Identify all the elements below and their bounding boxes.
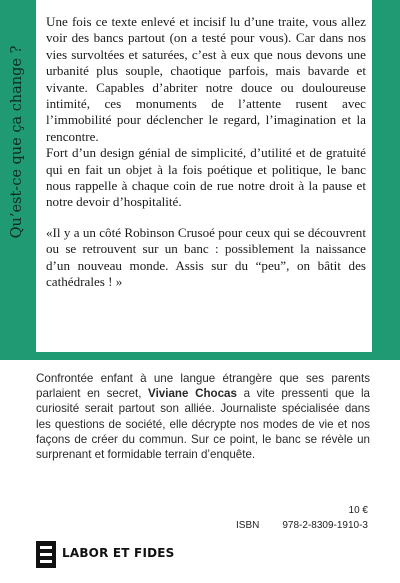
price: 10 € bbox=[348, 505, 368, 516]
series-title bbox=[6, 12, 28, 272]
labor-et-fides-logo-icon bbox=[36, 541, 56, 568]
blurb-card bbox=[36, 0, 372, 352]
blurb-paragraph-2: Fort d’un design génial de simplicité, d’utilité et de gratuité qui en fait un objet à la fois poétique et politique, le banc nous rappelle à chaque coin de rue notre droit à la pause et notre devoir d’hospitalité. bbox=[46, 145, 366, 210]
series-title-text: Qu’est-ce que ça change ? bbox=[9, 45, 25, 239]
author-name: Viviane Chocas bbox=[148, 387, 237, 401]
bio-rest: a vite pressenti que la curiosité serait partout son alliée. Journaliste spécialisée dans les questions de société, elle décrypte nos modes de vie et nos façons de créer du commun. Sur ce point, le banc se révèle un surprenant et formidable terrain d’enquête. bbox=[36, 387, 370, 462]
isbn-label: ISBN bbox=[236, 520, 260, 531]
blurb-paragraph-1: Une fois ce texte enlevé et incisif lu d’une traite, vous allez voir des bancs partout (on a testé pour vous). Car dans nos vies survoltées et saturées, c’est à eux que nous devons une urbanité plus souple, chaotique parfois, mais bavarde et vivante. Capables d’abriter notre douce ou douloureuse intimité, ces monuments de l’attente rusent avec l’immobilité pour déclencher le regard, l’imagination et la rencontre. bbox=[46, 14, 366, 144]
publisher-name: LABOR ET FIDES bbox=[62, 546, 175, 560]
blurb-quote: «Il y a un côté Robinson Crusoé pour ceux qui se découvrent ou se retrouvent sur un banc : possiblement la naissance d’un nouveau monde. Assis sur du “peu”, on bâtit des cathédrales ! » bbox=[46, 224, 366, 290]
isbn-number: 978-2-8309-1910-3 bbox=[282, 520, 368, 531]
bio-intro: Confrontée enfant à une langue étrangère que ses parents parlaient en secret, bbox=[36, 372, 370, 401]
author-bio bbox=[36, 371, 370, 462]
